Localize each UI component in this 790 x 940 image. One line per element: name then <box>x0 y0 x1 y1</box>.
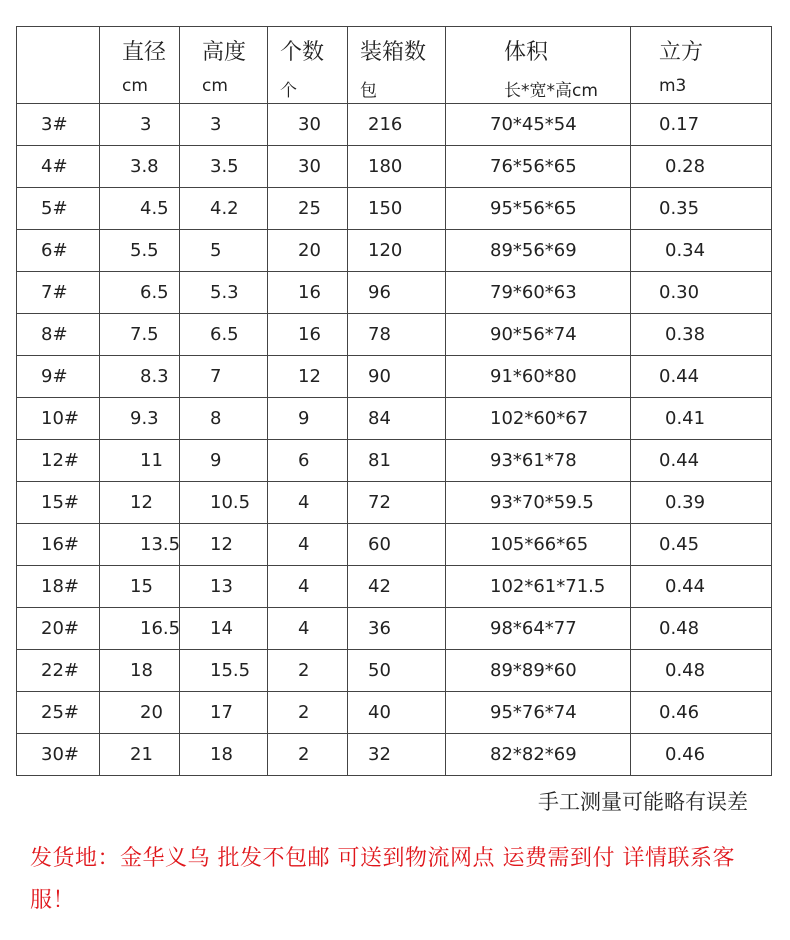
cell-size: 3# <box>17 104 100 146</box>
cell-count: 4 <box>268 566 348 608</box>
header-size <box>17 27 100 104</box>
cell-size: 18# <box>17 566 100 608</box>
cell-size: 25# <box>17 692 100 734</box>
cell-height: 14 <box>180 608 268 650</box>
header-diameter <box>100 27 180 104</box>
cell-box-qty: 84 <box>348 398 446 440</box>
cell-box-qty: 180 <box>348 146 446 188</box>
cell-diameter: 20 <box>100 692 180 734</box>
header-row <box>17 27 772 104</box>
cell-size: 22# <box>17 650 100 692</box>
cell-volume: 0.41 <box>631 398 772 440</box>
cell-count: 16 <box>268 272 348 314</box>
cell-volume: 0.46 <box>631 692 772 734</box>
cell-dimensions: 98*64*77 <box>446 608 631 650</box>
cell-volume: 0.28 <box>631 146 772 188</box>
cell-diameter: 3.8 <box>100 146 180 188</box>
cell-diameter: 15 <box>100 566 180 608</box>
table-row <box>17 230 772 272</box>
table-row <box>17 272 772 314</box>
cell-count: 12 <box>268 356 348 398</box>
table-row <box>17 734 772 776</box>
cell-count: 9 <box>268 398 348 440</box>
table-row <box>17 104 772 146</box>
table-row <box>17 314 772 356</box>
cell-dimensions: 102*61*71.5 <box>446 566 631 608</box>
cell-box-qty: 40 <box>348 692 446 734</box>
cell-diameter: 13.5 <box>100 524 180 566</box>
spec-table <box>16 26 772 776</box>
cell-size: 7# <box>17 272 100 314</box>
cell-size: 20# <box>17 608 100 650</box>
cell-volume: 0.48 <box>631 650 772 692</box>
cell-dimensions: 102*60*67 <box>446 398 631 440</box>
cell-count: 30 <box>268 146 348 188</box>
cell-size: 4# <box>17 146 100 188</box>
cell-count: 6 <box>268 440 348 482</box>
cell-diameter: 5.5 <box>100 230 180 272</box>
header-volume-label: 立方 <box>659 40 704 65</box>
cell-box-qty: 90 <box>348 356 446 398</box>
cell-count: 30 <box>268 104 348 146</box>
cell-volume: 0.45 <box>631 524 772 566</box>
cell-dimensions: 79*60*63 <box>446 272 631 314</box>
table-row <box>17 566 772 608</box>
table-row <box>17 398 772 440</box>
header-dimensions-unit: 长*宽*高cm <box>504 81 598 101</box>
cell-diameter: 6.5 <box>100 272 180 314</box>
cell-size: 10# <box>17 398 100 440</box>
header-count-unit: 个 <box>280 81 297 101</box>
header-height-label: 高度 <box>202 40 247 65</box>
cell-size: 30# <box>17 734 100 776</box>
header-count <box>268 27 348 104</box>
cell-dimensions: 90*56*74 <box>446 314 631 356</box>
cell-diameter: 9.3 <box>100 398 180 440</box>
header-dimensions-label: 体积 <box>504 40 549 65</box>
table-body <box>17 104 772 776</box>
cell-dimensions: 70*45*54 <box>446 104 631 146</box>
cell-height: 15.5 <box>180 650 268 692</box>
cell-size: 8# <box>17 314 100 356</box>
cell-height: 6.5 <box>180 314 268 356</box>
cell-box-qty: 42 <box>348 566 446 608</box>
cell-size: 5# <box>17 188 100 230</box>
cell-height: 8 <box>180 398 268 440</box>
header-box-qty <box>348 27 446 104</box>
cell-height: 9 <box>180 440 268 482</box>
table-header <box>17 27 772 104</box>
header-volume <box>631 27 772 104</box>
cell-box-qty: 60 <box>348 524 446 566</box>
cell-dimensions: 93*61*78 <box>446 440 631 482</box>
cell-height: 10.5 <box>180 482 268 524</box>
cell-dimensions: 76*56*65 <box>446 146 631 188</box>
cell-diameter: 8.3 <box>100 356 180 398</box>
cell-volume: 0.17 <box>631 104 772 146</box>
cell-height: 4.2 <box>180 188 268 230</box>
cell-dimensions: 82*82*69 <box>446 734 631 776</box>
cell-volume: 0.38 <box>631 314 772 356</box>
cell-box-qty: 96 <box>348 272 446 314</box>
cell-box-qty: 150 <box>348 188 446 230</box>
cell-box-qty: 36 <box>348 608 446 650</box>
cell-dimensions: 93*70*59.5 <box>446 482 631 524</box>
cell-dimensions: 105*66*65 <box>446 524 631 566</box>
measurement-note: 手工测量可能略有误差 <box>538 790 748 814</box>
table-row <box>17 692 772 734</box>
table-row <box>17 146 772 188</box>
cell-volume: 0.30 <box>631 272 772 314</box>
shipping-notice: 发货地：金华义乌 批发不包邮 可送到物流网点 运费需到付 详情联系客服！ <box>30 846 735 913</box>
cell-count: 16 <box>268 314 348 356</box>
cell-size: 16# <box>17 524 100 566</box>
cell-diameter: 3 <box>100 104 180 146</box>
cell-dimensions: 95*56*65 <box>446 188 631 230</box>
table-row <box>17 482 772 524</box>
header-volume-unit: m3 <box>659 76 687 96</box>
cell-height: 7 <box>180 356 268 398</box>
cell-volume: 0.44 <box>631 566 772 608</box>
cell-volume: 0.48 <box>631 608 772 650</box>
cell-height: 18 <box>180 734 268 776</box>
cell-box-qty: 120 <box>348 230 446 272</box>
cell-count: 4 <box>268 524 348 566</box>
cell-size: 6# <box>17 230 100 272</box>
cell-box-qty: 32 <box>348 734 446 776</box>
cell-diameter: 18 <box>100 650 180 692</box>
header-diameter-label: 直径 <box>122 40 167 65</box>
header-dimensions <box>446 27 631 104</box>
cell-dimensions: 89*56*69 <box>446 230 631 272</box>
header-height <box>180 27 268 104</box>
cell-diameter: 12 <box>100 482 180 524</box>
cell-dimensions: 89*89*60 <box>446 650 631 692</box>
cell-height: 5 <box>180 230 268 272</box>
cell-dimensions: 95*76*74 <box>446 692 631 734</box>
cell-diameter: 11 <box>100 440 180 482</box>
header-count-label: 个数 <box>280 40 325 65</box>
table-row <box>17 188 772 230</box>
cell-height: 12 <box>180 524 268 566</box>
table-row <box>17 440 772 482</box>
cell-count: 2 <box>268 650 348 692</box>
cell-diameter: 21 <box>100 734 180 776</box>
cell-count: 4 <box>268 608 348 650</box>
cell-height: 3.5 <box>180 146 268 188</box>
cell-height: 5.3 <box>180 272 268 314</box>
cell-count: 25 <box>268 188 348 230</box>
cell-diameter: 16.5 <box>100 608 180 650</box>
cell-height: 13 <box>180 566 268 608</box>
cell-volume: 0.34 <box>631 230 772 272</box>
cell-count: 2 <box>268 734 348 776</box>
cell-height: 3 <box>180 104 268 146</box>
cell-box-qty: 216 <box>348 104 446 146</box>
cell-size: 15# <box>17 482 100 524</box>
cell-diameter: 4.5 <box>100 188 180 230</box>
table-row <box>17 650 772 692</box>
header-box-qty-label: 装箱数 <box>360 40 427 65</box>
cell-dimensions: 91*60*80 <box>446 356 631 398</box>
table-row <box>17 608 772 650</box>
table-row <box>17 524 772 566</box>
cell-box-qty: 78 <box>348 314 446 356</box>
cell-volume: 0.44 <box>631 440 772 482</box>
cell-size: 12# <box>17 440 100 482</box>
cell-volume: 0.35 <box>631 188 772 230</box>
cell-volume: 0.39 <box>631 482 772 524</box>
cell-size: 9# <box>17 356 100 398</box>
header-box-qty-unit: 包 <box>360 81 377 101</box>
cell-count: 20 <box>268 230 348 272</box>
cell-box-qty: 81 <box>348 440 446 482</box>
cell-box-qty: 50 <box>348 650 446 692</box>
cell-count: 2 <box>268 692 348 734</box>
header-height-unit: cm <box>202 76 228 96</box>
cell-box-qty: 72 <box>348 482 446 524</box>
cell-height: 17 <box>180 692 268 734</box>
cell-diameter: 7.5 <box>100 314 180 356</box>
header-diameter-unit: cm <box>122 76 148 96</box>
cell-count: 4 <box>268 482 348 524</box>
table-row <box>17 356 772 398</box>
cell-volume: 0.46 <box>631 734 772 776</box>
cell-volume: 0.44 <box>631 356 772 398</box>
